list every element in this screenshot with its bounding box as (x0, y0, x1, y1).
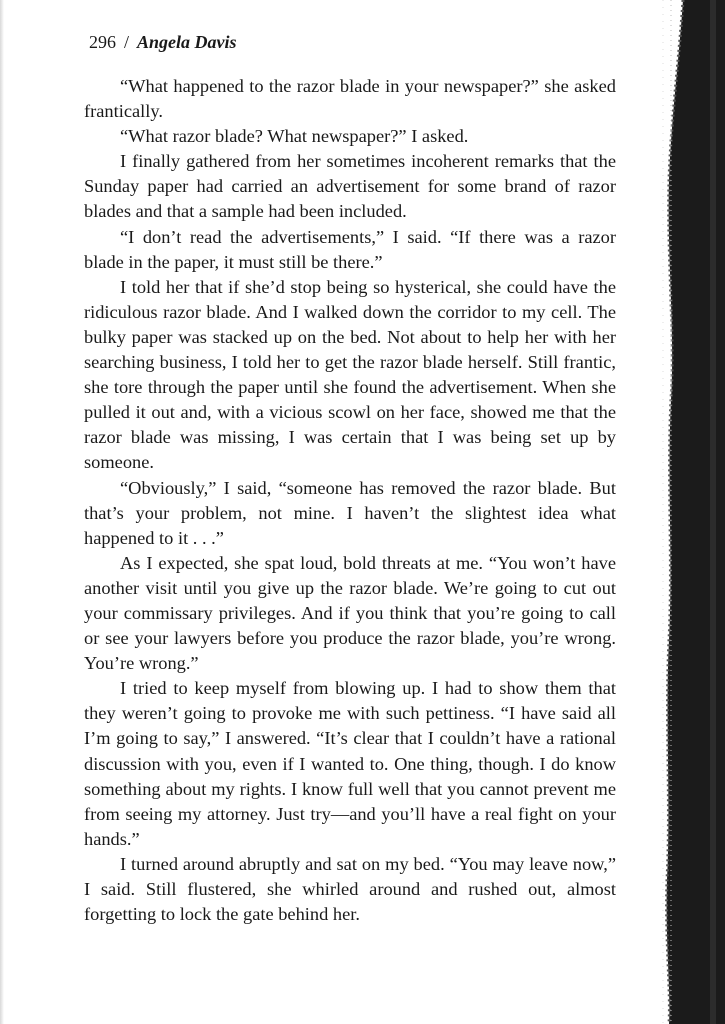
book-edge-graphic (653, 0, 725, 1024)
paragraph: “What razor blade? What newspaper?” I asked. (120, 126, 469, 147)
paragraph: “Obviously,” I said, “someone has removed the razor blade. But that’s your problem, not mine. I haven’t the slightest idea what happened to it . . .” (84, 477, 616, 548)
page-number: 296 (89, 32, 116, 52)
header-separator: / (124, 32, 130, 52)
paragraph: I tried to keep myself from blowing up. I had to show them that they weren’t going to provoke me with such pettiness. “I have said all I’m going to say,” I answered. “It’s clear that I couldn’t have a rational discussion with you, even if I wanted to. One thing, though. I do know something about my rights. I know full well that you cannot prevent me from seeing my attorney. Just try—and you’ll have a real fight on your hands.” (84, 678, 616, 849)
body-text (84, 74, 616, 927)
paragraph: As I expected, she spat loud, bold threats at me. “You won’t have another visit until you give up the razor blade. We’re going to cut out your commissary privileges. And if you think that you’re going to call or see your lawyers before you produce the razor blade, you’re wrong. You’re wrong.” (84, 552, 616, 674)
paragraph: I turned around abruptly and sat on my bed. “You may leave now,” I said. Still flustered, she whirled around and rushed out, almost forgetting to lock the gate behind her. (84, 853, 616, 925)
paragraph: I told her that if she’d stop being so hysterical, she could have the ridiculous razor blade. And I walked down the corridor to my cell. The bulky paper was stacked up on the bed. Not about to help her with her searching business, I told her to get the razor blade herself. Still frantic, she tore through the paper until she found the advertisement. When she pulled it out and, with a vicious scowl on her face, showed me that the razor blade was missing, I was certain that I was being set up by someone. (84, 276, 616, 473)
page-gutter-shadow (0, 0, 4, 1024)
paragraph: “What happened to the razor blade in your newspaper?” she asked frantically. (84, 76, 616, 122)
paragraph: “I don’t read the advertisements,” I said. “If there was a razor blade in the paper, it must still be there.” (84, 226, 616, 272)
author-name: Angela Davis (137, 32, 237, 52)
scanned-book-edge (653, 0, 725, 1024)
paragraph: I finally gathered from her sometimes incoherent remarks that the Sunday paper had carried an advertisement for some brand of razor blades and that a sample had been included. (84, 151, 616, 222)
running-head (89, 32, 237, 53)
